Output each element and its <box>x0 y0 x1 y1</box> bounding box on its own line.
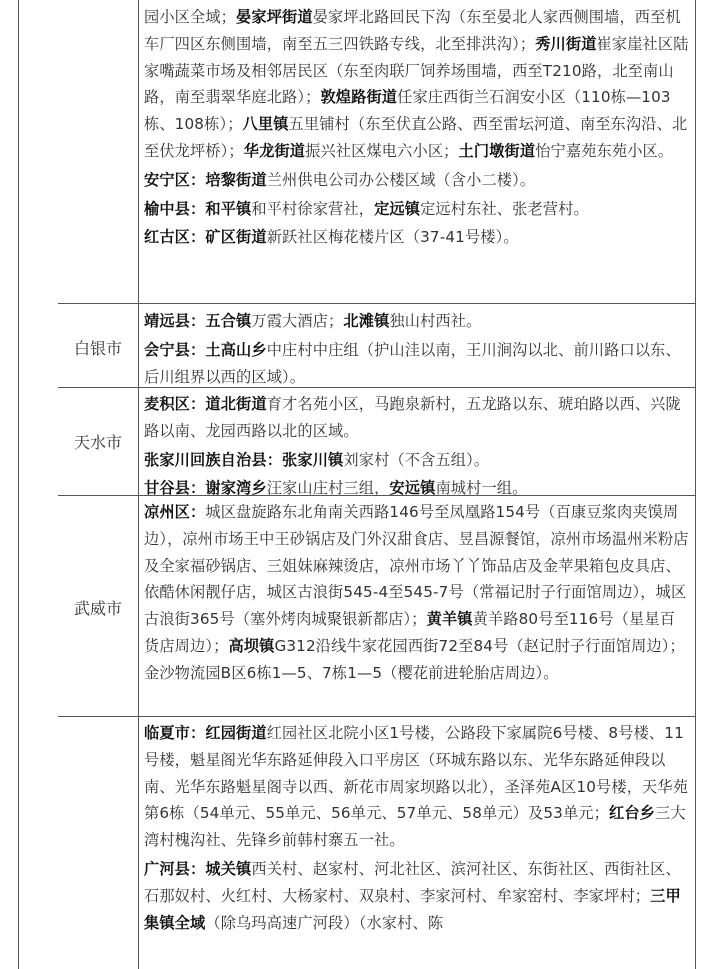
place-name: 甘谷县： <box>144 479 206 498</box>
table-column-divider <box>138 0 139 969</box>
area-text: 独山村西社。 <box>389 312 482 330</box>
place-name: 八里镇 <box>242 115 289 134</box>
table-left-border <box>18 0 19 969</box>
area-paragraph <box>144 224 690 251</box>
area-paragraph <box>144 720 690 854</box>
place-name: 临夏市： <box>144 724 206 742</box>
table-right-border <box>695 0 696 969</box>
place-name: 华龙街道 <box>243 141 306 160</box>
area-paragraph <box>144 856 690 936</box>
place-name: 谢家湾乡 <box>205 479 267 498</box>
area-text: 晏家坪北路回民下沟（东至晏北人家西侧围墙，西至机车厂四区东侧围墙，南至五三四铁路专线，北至排洪沟）； <box>144 8 681 53</box>
area-text: 刘家村（不含五组）。 <box>343 450 490 469</box>
place-name: 矿区街道 <box>205 228 267 247</box>
place-name: 培黎街道 <box>205 170 267 189</box>
area-paragraph <box>144 308 690 335</box>
place-name: 广河县： <box>144 859 206 878</box>
area-text: 育才名苑小区，马跑泉新村，五龙路以东、琥珀路以西、兴陇路以南、龙园西路以北的区域。 <box>144 395 681 440</box>
area-cell-lanzhou <box>144 4 690 253</box>
place-name: 红园街道 <box>205 724 267 742</box>
area-text: 崔家崖社区陆家嘴蔬菜市场及相邻居民区（东至肉联厂饲养场围墙，西至T210路，北至南山路，南至翡翠华庭北路）； <box>144 34 689 107</box>
area-text: 南城村一组。 <box>435 479 528 498</box>
area-text: 怡宁嘉苑东苑小区。 <box>535 141 674 160</box>
area-cell-linxia <box>144 720 690 938</box>
place-name: 和平镇 <box>205 199 252 218</box>
area-text: 园小区全域； <box>144 8 237 26</box>
place-name: 会宁县： <box>144 340 206 359</box>
area-paragraph <box>144 196 690 223</box>
place-name: 凉州区： <box>144 503 206 521</box>
city-name-wuwei: 武威市 <box>73 599 122 618</box>
area-paragraph <box>144 4 690 165</box>
area-text: G312沿线牛家花园西街72至84号（赵记肘子行面馆周边）；金沙物流园B区6栋1—5、7栋1—5（樱花前进轮胎店周边）。 <box>144 636 685 682</box>
place-name: 安远镇 <box>389 479 436 498</box>
area-cell-baiyin <box>144 308 690 392</box>
area-text: 振兴社区煤电六小区； <box>305 141 459 160</box>
area-text: 和平村徐家营社， <box>251 199 375 218</box>
place-name: 安宁区： <box>144 170 206 189</box>
place-name: 土高山乡 <box>205 340 267 359</box>
place-name: 定远镇 <box>374 199 421 218</box>
area-text: 五里铺村（东至伏直公路、西至雷坛河道、南至东沟沿、北至伏龙坪桥）； <box>144 115 688 160</box>
city-name-tianshui: 天水市 <box>73 433 122 452</box>
row-divider <box>58 716 695 717</box>
place-name: 土门墩街道 <box>458 141 536 160</box>
area-text: 汪家山庄村三组， <box>266 479 390 498</box>
area-text: 红园社区北院小区1号楼，公路段下家属院6号楼、8号楼、11号楼，魁星阁光华东路延伸段入口平房区（环城东路以东、光华东路延伸段以南、光华东路魁星阁寺以西、新花市周家坝路以北），圣泽苑A区10号楼，天华苑第6栋（54单元、55单元、56单元、57单元、58单元）及53单元； <box>144 724 689 823</box>
place-name: 红台乡 <box>609 804 656 823</box>
place-name: 高坝镇 <box>228 636 275 655</box>
area-text: 兰州供电公司办公楼区域（含小二楼）。 <box>266 170 536 189</box>
area-paragraph <box>144 337 690 391</box>
area-text: 三大湾村槐沟社、先锋乡前韩村寨五一社。 <box>144 804 686 850</box>
place-name: 秀川街道 <box>535 34 597 53</box>
place-name: 三甲集镇全域 <box>144 886 681 932</box>
place-name: 五合镇 <box>205 312 252 330</box>
place-name: 黄羊镇 <box>426 610 473 629</box>
place-name: 城关镇 <box>205 859 252 878</box>
area-text: 黄羊路80号至116号（星星百货店周边）； <box>144 610 676 655</box>
area-text: 城区盘旋路东北角南关西路146号至凤凰路154号（百康豆浆肉夹馍周边），凉州市场王中王砂锅店及门外汉甜食店、昱昌源餐馆，凉州市场温州米粉店及全家福砂锅店、三姐妹麻辣烫店，凉州市场丫丫饰品店及金苹果箱包皮具店、依酷休闲靓仔店，城区古浪街545-4至545-7号（常福记肘子行面馆周边），城区古浪街365号（塞外烤肉城聚银新都店）； <box>144 503 689 629</box>
area-text: 定远村东社、张老营村。 <box>420 199 589 218</box>
area-cell-wuwei <box>144 499 690 689</box>
place-name: 榆中县： <box>144 199 206 218</box>
place-name: 张家川回族自治县： <box>144 450 283 469</box>
place-name: 麦积区： <box>144 395 206 413</box>
area-paragraph <box>144 499 690 687</box>
area-paragraph <box>144 167 690 194</box>
area-paragraph <box>144 391 690 445</box>
row-divider <box>58 303 695 304</box>
place-name: 张家川镇 <box>282 450 344 469</box>
area-text: 西关村、赵家村、河北社区、滨河社区、东街社区、西街社区、石那奴村、火红村、大杨家村、双泉村、李家河村、牟家窑村、李家坪村； <box>144 859 681 905</box>
place-name: 靖远县： <box>144 312 206 330</box>
area-text: （除乌玛高速广河段）（水家村、陈 <box>205 913 444 932</box>
city-name-baiyin: 白银市 <box>73 339 122 358</box>
place-name: 道北街道 <box>205 395 267 413</box>
area-text: 任家庄西街兰石润安小区（110栋—103栋、108栋）； <box>144 88 671 134</box>
area-paragraph <box>144 447 690 474</box>
area-text: 中庄村中庄组（护山洼以南，王川涧沟以北、前川路口以东、后川组界以西的区域）。 <box>144 340 681 386</box>
area-cell-tianshui <box>144 391 690 504</box>
place-name: 晏家坪街道 <box>236 8 313 26</box>
area-text: 万霞大酒店； <box>251 312 344 330</box>
place-name: 红古区： <box>144 228 206 247</box>
place-name: 北滩镇 <box>343 312 390 330</box>
place-name: 敦煌路街道 <box>320 88 398 107</box>
area-text: 新跃社区梅花楼片区（37-41号楼）。 <box>266 228 519 247</box>
